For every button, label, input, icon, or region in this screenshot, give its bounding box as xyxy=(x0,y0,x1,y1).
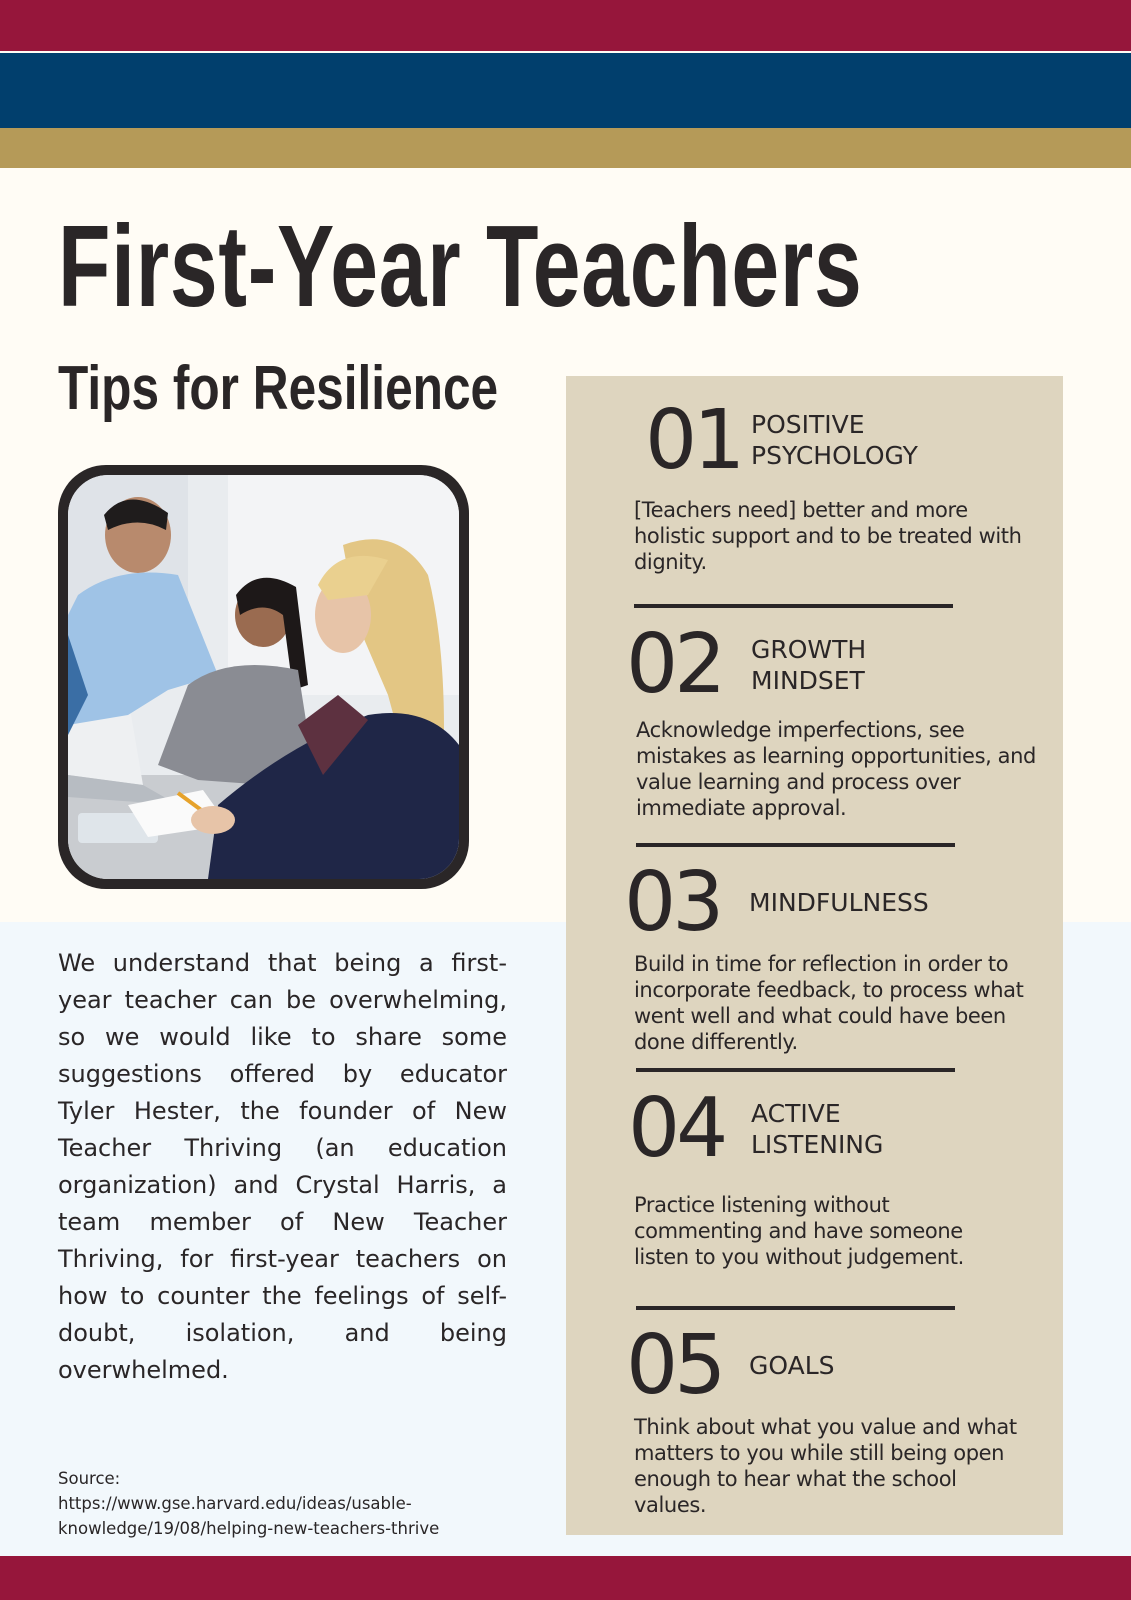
tip-title xyxy=(751,409,918,471)
tip-title-line: MINDSET xyxy=(751,666,865,695)
tip-title-line: PSYCHOLOGY xyxy=(751,441,918,470)
source-label: Source: xyxy=(58,1469,121,1488)
top-gold-band xyxy=(0,128,1131,168)
tip-title xyxy=(751,634,866,696)
tip-title-line: MINDFULNESS xyxy=(749,888,929,917)
tip-title-line: GROWTH xyxy=(751,635,867,664)
tip-title-line: GOALS xyxy=(749,1351,835,1380)
tip-body: Acknowledge imperfections, see mistakes as learning opportunities, and value learning and process over immediate approval. xyxy=(636,718,1036,820)
teachers-photo xyxy=(68,475,459,879)
tip-number: 05 xyxy=(626,1318,723,1413)
source-citation xyxy=(58,1466,518,1541)
tip-body: Practice listening without commenting and have someone listen to you without judgement. xyxy=(634,1193,964,1269)
tip-number: 02 xyxy=(626,617,723,712)
tip-title xyxy=(751,1098,883,1160)
tip-number: 03 xyxy=(624,855,721,950)
tip-divider xyxy=(634,604,953,608)
tip-divider xyxy=(636,843,955,847)
tip-title xyxy=(749,887,929,918)
tip-body: Build in time for reflection in order to incorporate feedback, to process what went well and what could have been done differently. xyxy=(634,952,1024,1054)
top-navy-band xyxy=(0,53,1131,128)
intro-paragraph: We understand that being a first-year teacher can be overwhelming, so we would like to share some suggestions offered by educator Tyler Hester, the founder of New Teacher Thriving (an education organization) and Crystal Harris, a team member of New Teacher Thriving, for first-year teachers on how to counter the feelings of self-doubt, isolation, and being overwhelmed. xyxy=(58,949,507,1384)
source-url: https://www.gse.harvard.edu/ideas/usable-knowledge/19/08/helping-new-teachers-thrive xyxy=(58,1494,440,1538)
tip-title-line: LISTENING xyxy=(751,1130,884,1159)
page-title: First-Year Teachers xyxy=(58,201,863,331)
tip-divider xyxy=(636,1068,955,1072)
tip-title xyxy=(749,1350,835,1381)
photo-frame xyxy=(58,465,469,889)
bottom-crimson-band xyxy=(0,1556,1131,1600)
tip-title-line: ACTIVE xyxy=(751,1099,841,1128)
tip-body: [Teachers need] better and more holistic support and to be treated with dignity. xyxy=(634,498,1022,574)
tip-divider xyxy=(636,1306,955,1310)
tip-body: Think about what you value and what matters to you while still being open enough to hear what the school values. xyxy=(634,1415,1017,1517)
tip-number: 01 xyxy=(645,393,742,488)
tip-title-line: POSITIVE xyxy=(751,410,865,439)
tip-number: 04 xyxy=(628,1081,725,1176)
page-subtitle: Tips for Resilience xyxy=(58,354,499,423)
top-crimson-band xyxy=(0,0,1131,51)
